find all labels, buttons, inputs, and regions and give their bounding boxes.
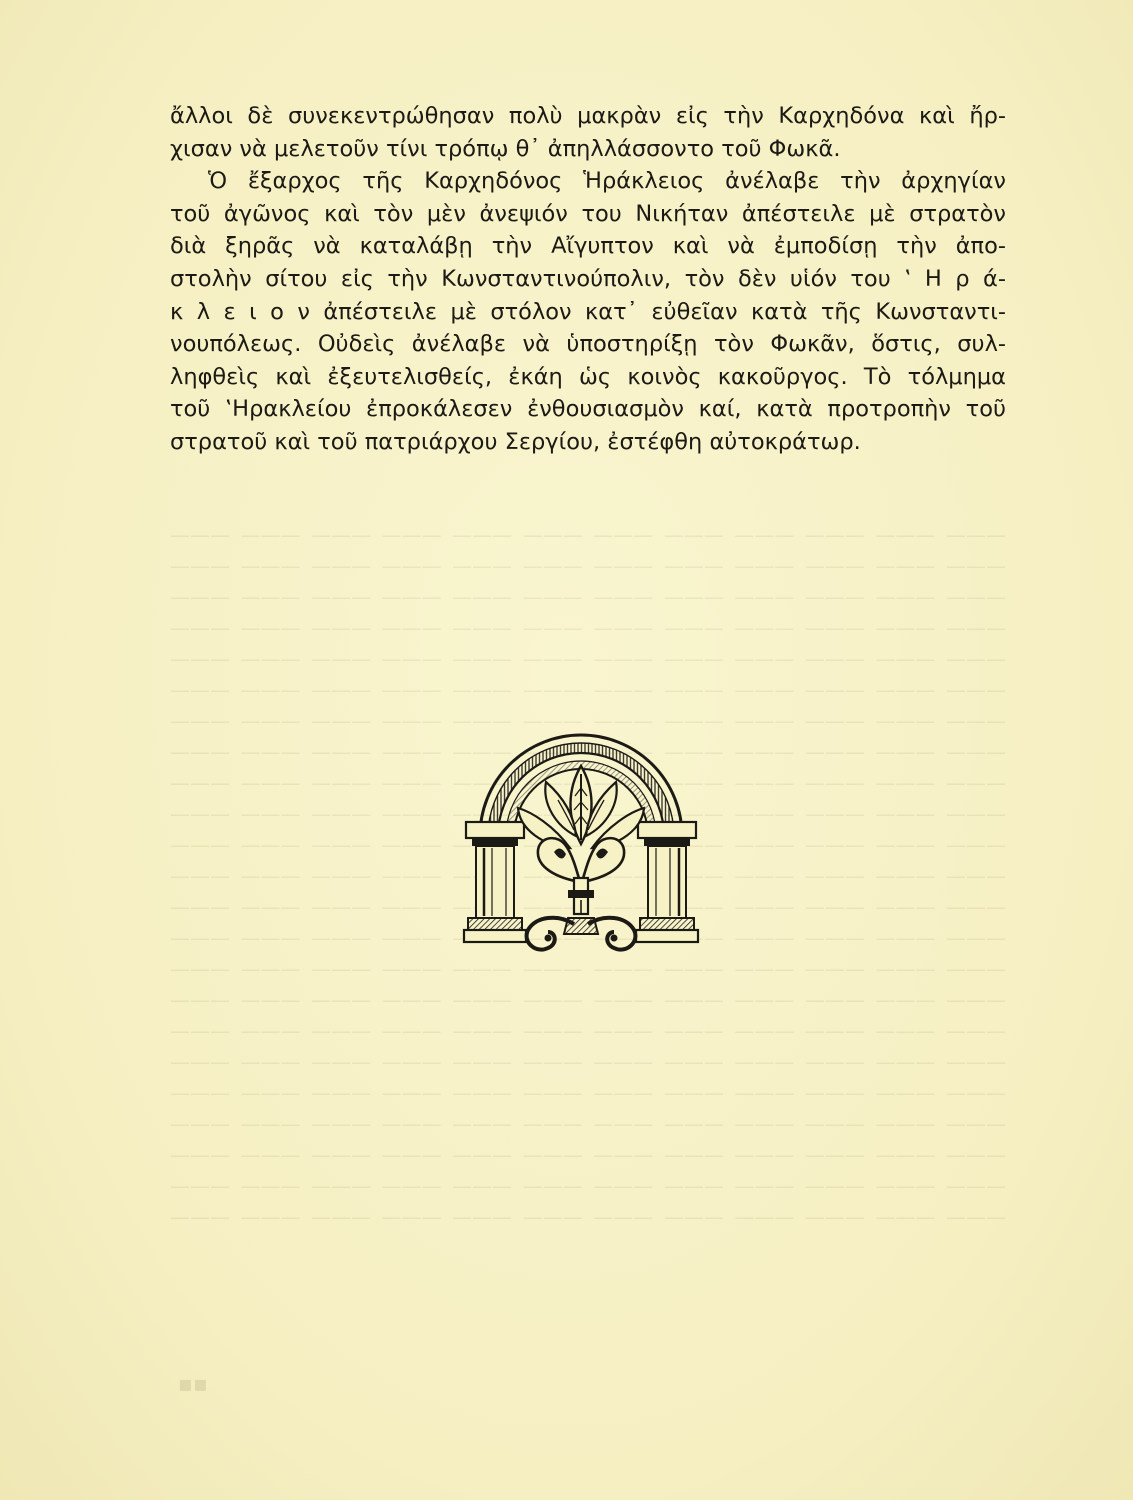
text-line: ἄλλοι δὲ συνεκεντρώθησαν πολὺ μακρὰν εἰς τὴν Καρχηδόνα καὶ ἤρ- <box>170 103 1006 129</box>
show-through-page-number: ▪▪ <box>178 1372 208 1397</box>
text-line: νουπόλεως. Οὐδεὶς ἀνέλαβε νὰ ὑποστηρίξῃ τὸν Φωκᾶν, ὅστις, συλ- <box>170 331 1006 358</box>
text-line: Ὁ ἔξαρχος τῆς Καρχηδόνος Ἡράκλειος ἀνέλαβε τὴν ἀρχηγίαν <box>208 168 1006 195</box>
text-line: κ λ ε ι ο ν ἀπέστειλε μὲ στόλον κατ᾽ εὐθεῖαν κατὰ τῆς Κωνσταντι- <box>170 298 1006 325</box>
text-line: στολὴν σίτου εἰς τὴν Κωνσταντινούπολιν, τὸν δὲν υἱόν του ‛ Η ρ ά- <box>170 265 1006 292</box>
text-line: τοῦ ‛Ηρακλείου ἐπροκάλεσεν ἐνθουσιασμὸν καί, κατὰ προτροπὴν τοῦ <box>170 396 1006 423</box>
arch-palmette-vignette-icon <box>458 718 704 964</box>
text-line: διὰ ξηρᾶς νὰ καταλάβῃ τὴν Αἴγυπτον καὶ νὰ ἐμποδίσῃ τὴν ἀπο- <box>170 233 1006 260</box>
text-line: ληφθεὶς καὶ ἐξευτελισθείς, ἐκάη ὡς κοινὸς κακοῦργος. Τὸ τόλμημα <box>170 363 1006 390</box>
show-through-text: ——— ——— ——— ——— ——— ——— ——— ——— ——— ——— ——— ——— ——— ——— ——— ——— ——— ——— ——— ——— ——— ——— ——— ——— ——— ——— ——— ——— ——— ——— ——— ——— ——— ——— ——— ——— ——— ——— ——— ——— ——— ——— ——— ——— ——— ——— ——— ——— ——— ——— ——— ——— ——— ——— ——— ——— ——— ——— ——— ——— ——— ——— ——— ——— ——— ——— ——— ——— ——— ——— ——— ——— ——— ——— ——— ——— ——— ——— ——— ——— ——— ——— ——— ——— ——— ——— ——— ——— ——— ——— ——— ——— ——— ——— ——— ——— ——— ——— ——— ——— ——— ——— ——— ——— ——— ——— ——— ——— ——— ——— ——— ——— ——— ——— ——— ——— ——— ——— ——— ——— ——— ——— ——— ——— ——— ——— ——— ——— ——— ——— ——— ——— ——— ——— ——— ——— ——— ——— ——— ——— ——— ——— ——— ——— ——— ——— ——— ——— ——— ——— ——— ——— ——— ——— ——— ——— ——— ——— ——— ——— ——— ——— ——— ——— ——— ——— ——— ——— ——— ——— ——— ——— ——— ——— ——— ——— ——— ——— ——— ——— ——— ——— ——— ——— ——— ——— ——— ——— ——— ——— ——— ——— ——— ——— ——— ——— ——— ——— ——— ——— ——— ——— ——— ——— ——— ——— ——— ——— ——— ——— ——— ——— ——— ——— ——— ——— ——— ——— ——— ——— ——— ——— ——— ——— ——— ——— ——— ——— ——— ——— ——— ——— ——— ——— ——— ——— ——— ——— ——— ——— ——— ——— ——— ——— ——— ——— ——— ——— ——— ——— ——— ——— ——— ——— ——— ——— ——— ——— ——— ——— ——— ——— ——— ——— ——— ——— ——— ——— ——— ——— ——— <box>170 523 1006 1229</box>
text-line: στρατοῦ καὶ τοῦ πατριάρχου Σεργίου, ἐστέφθη αὐτοκράτωρ. <box>170 428 861 455</box>
text-line: χισαν νὰ μελετοῦν τίνι τρόπῳ θ᾽ ἀπηλλάσσοντο τοῦ Φωκᾶ. <box>170 135 841 162</box>
text-line: τοῦ ἀγῶνος καὶ τὸν μὲν ἀνεψιόν του Νικήταν ἀπέστειλε μὲ στρατὸν <box>170 200 1006 227</box>
body-text <box>170 100 1006 459</box>
